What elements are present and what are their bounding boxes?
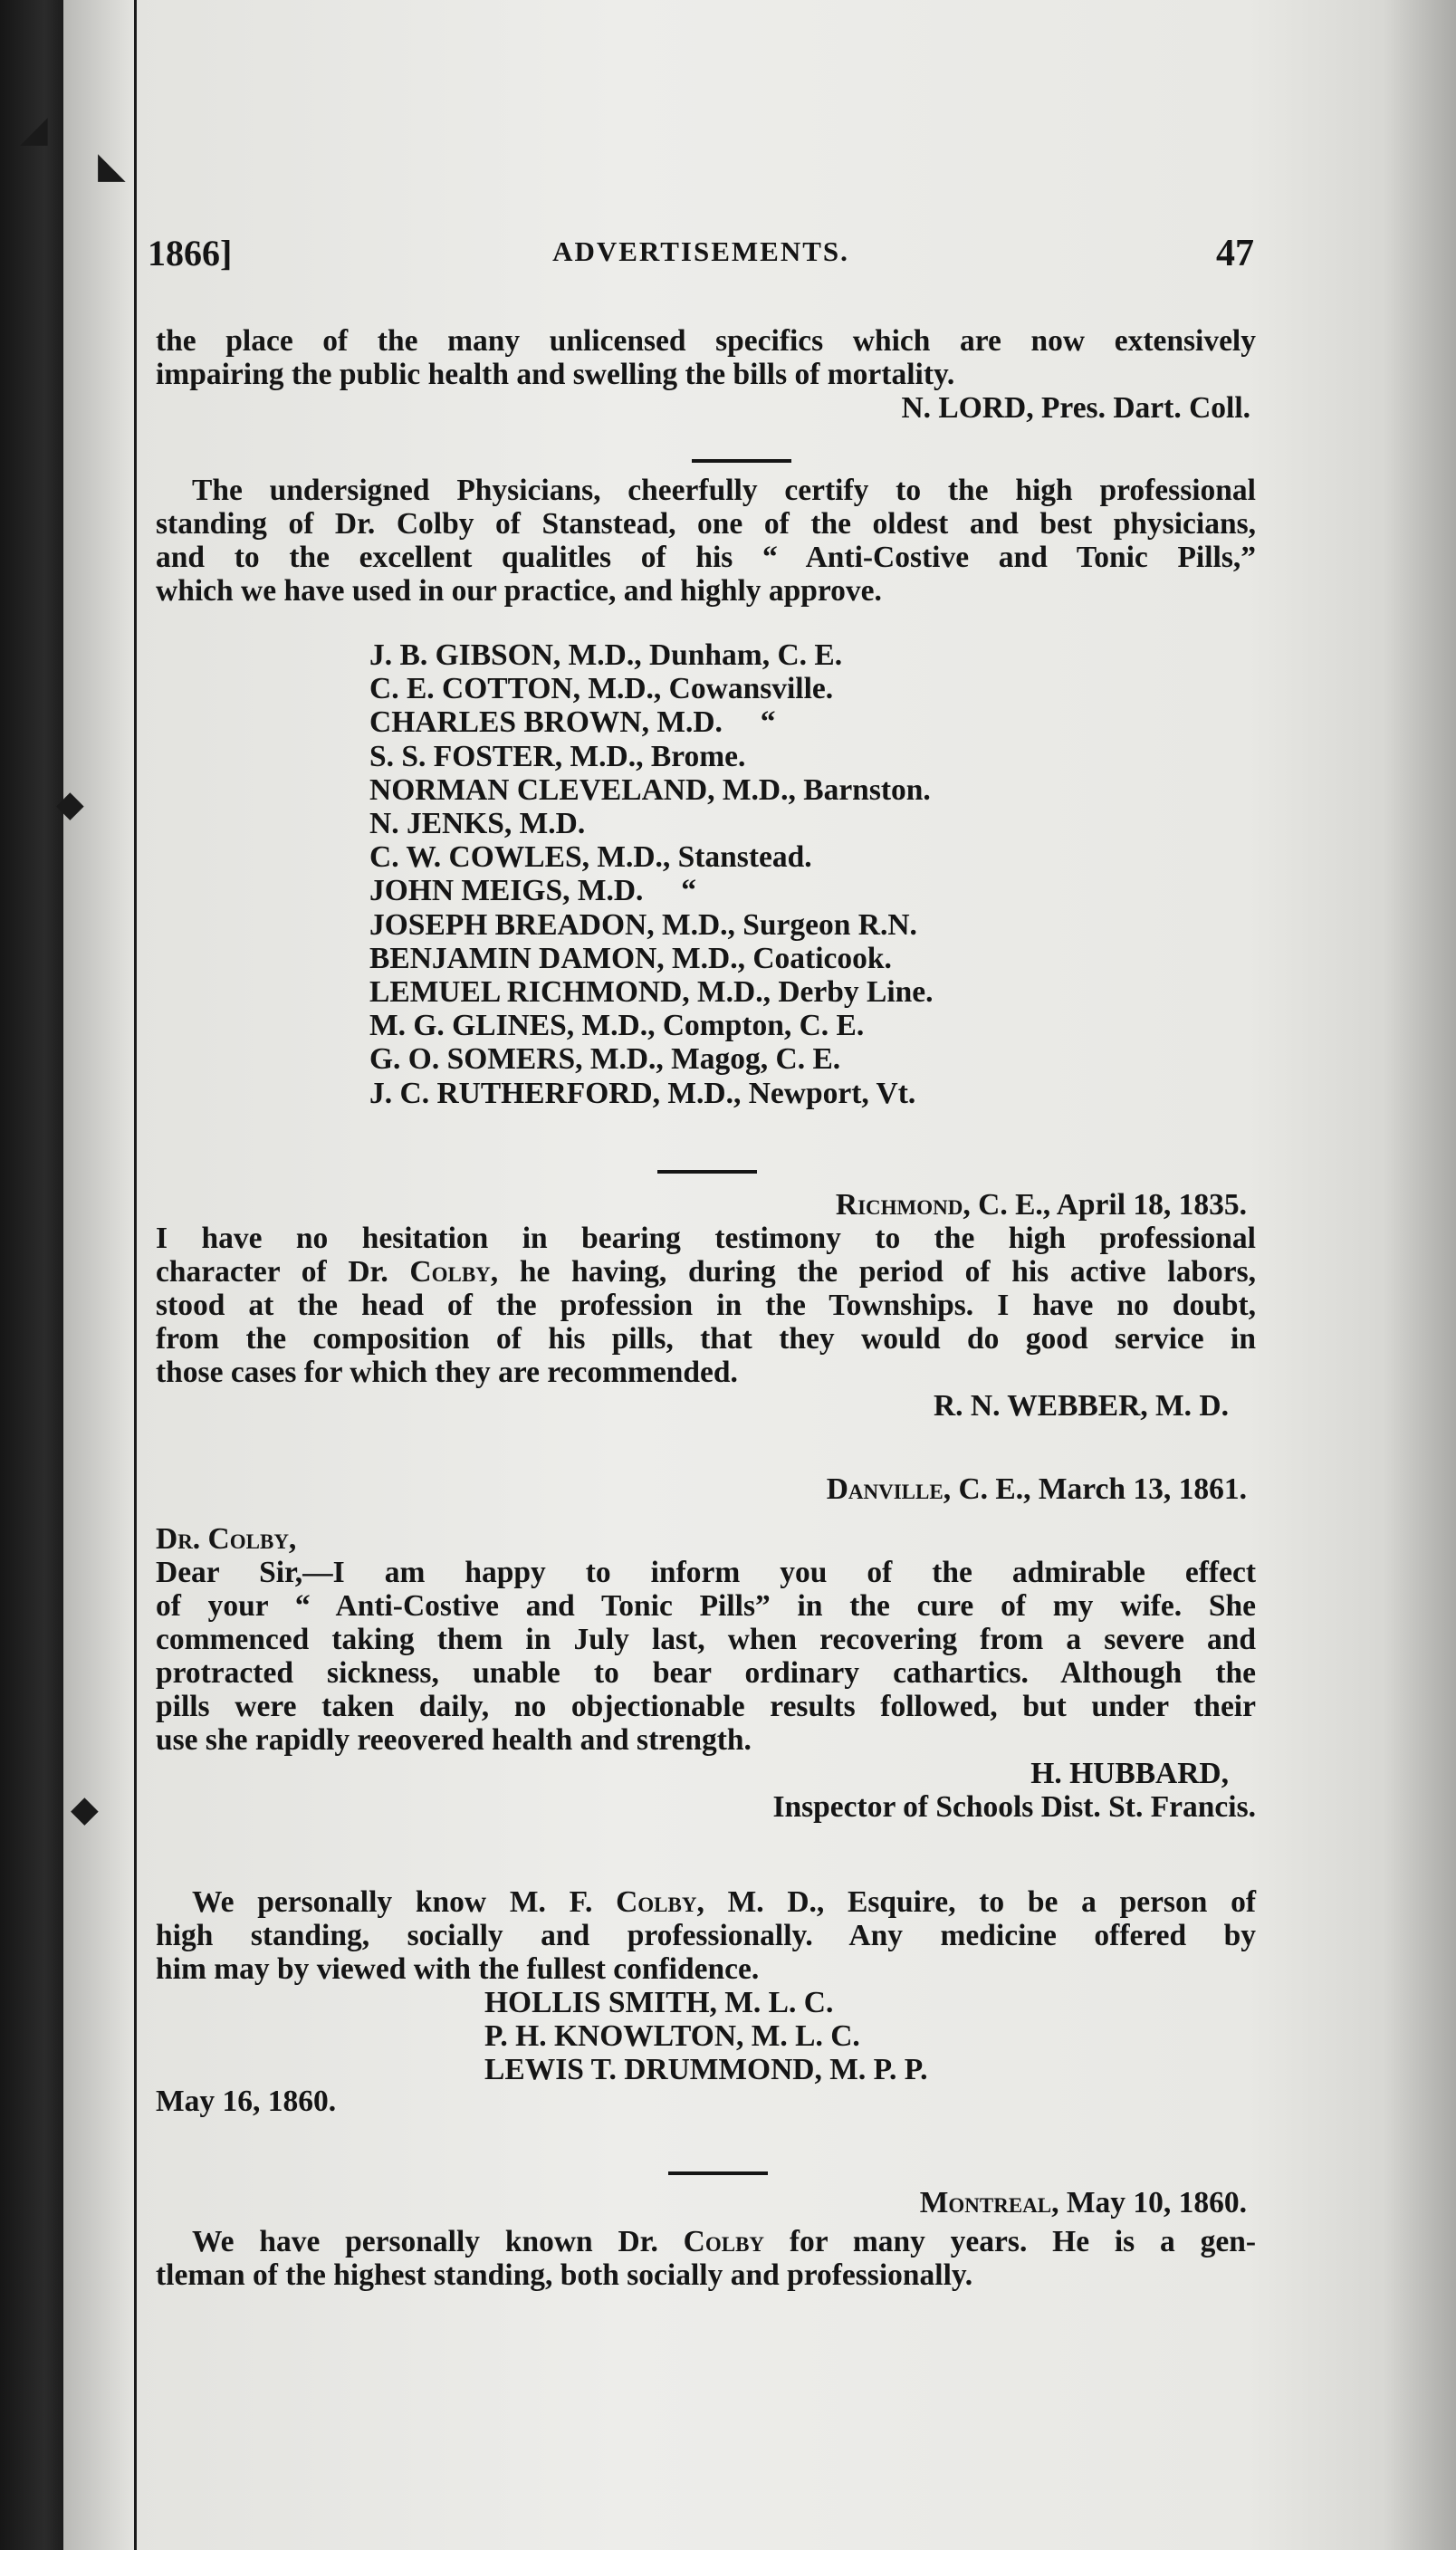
hubbard-line-1: Dear Sir,—I am happy to inform you of the admirable effect bbox=[156, 1556, 1256, 1589]
montreal-line-1-start: We have personally known Dr. bbox=[192, 2225, 684, 2258]
list-item: G. O. SOMERS, M.D., Magog, C. E. bbox=[369, 1042, 841, 1077]
binding-mark-bottom: ◆ bbox=[71, 1788, 99, 1830]
list-item: BENJAMIN DAMON, M.D., Coaticook. bbox=[369, 941, 892, 975]
intro-line-1: the place of the many unlicensed specifics which are now extensively bbox=[156, 324, 1256, 358]
list-item: JOSEPH BREADON, M.D., Surgeon R.N. bbox=[369, 907, 917, 942]
webber-line-5: those cases for which they are recommended. bbox=[156, 1356, 738, 1389]
list-item: C. W. COWLES, M.D., Stanstead. bbox=[369, 840, 812, 875]
certificate-line-4: which we have used in our practice, and highly approve. bbox=[156, 574, 882, 608]
certificate-line-3: and to the excellent qualitles of his “ Anti-Costive and Tonic Pills,” bbox=[156, 541, 1256, 574]
endorsement-line-2: high standing, socially and professionally. Any medicine offered by bbox=[156, 1919, 1256, 1952]
montreal-line-1 bbox=[156, 2225, 1256, 2258]
endorsement-line-1-end: , M. D., Esquire, to be a person of bbox=[696, 1885, 1257, 1919]
hubbard-line-3: commenced taking them in July last, when recovering from a severe and bbox=[156, 1623, 1256, 1656]
hubbard-dateline bbox=[156, 1472, 1256, 1506]
hubbard-testimonial bbox=[156, 1472, 1256, 1824]
hubbard-date: , C. E., March 13, 1861. bbox=[943, 1472, 1247, 1506]
endorsement-line-3: him may by viewed with the fullest confidence. bbox=[156, 1952, 760, 1986]
montreal-place: Montreal bbox=[919, 2186, 1052, 2219]
montreal-line-2: tleman of the highest standing, both socially and professionally. bbox=[156, 2258, 973, 2292]
hubbard-salutation: Dr. Colby, bbox=[156, 1522, 297, 1556]
endorsement-line-1 bbox=[156, 1885, 1256, 1919]
hubbard-line-5: pills were taken daily, no objectionable results followed, but under their bbox=[156, 1690, 1256, 1723]
list-item: CHARLES BROWN, M.D. “ bbox=[369, 705, 776, 740]
binding-mark-middle: ◆ bbox=[56, 783, 84, 825]
running-head-title: ADVERTISEMENTS. bbox=[552, 235, 849, 267]
hubbard-line-6: use she rapidly reeovered health and strength. bbox=[156, 1723, 752, 1757]
intro-paragraph bbox=[156, 324, 1256, 425]
hubbard-line-4: protracted sickness, unable to bear ordinary cathartics. Although the bbox=[156, 1656, 1256, 1690]
list-item: S. S. FOSTER, M.D., Brome. bbox=[369, 739, 746, 773]
physicians-list bbox=[369, 638, 934, 1110]
montreal-date: , May 10, 1860. bbox=[1051, 2186, 1247, 2219]
webber-signature: R. N. WEBBER, M. D. bbox=[933, 1389, 1229, 1423]
montreal-line-1-name: Colby bbox=[683, 2225, 765, 2258]
list-item: LEMUEL RICHMOND, M.D., Derby Line. bbox=[369, 975, 934, 1010]
list-item: HOLLIS SMITH, M. L. C. bbox=[484, 1986, 834, 2019]
page-edge-shadow bbox=[1384, 0, 1456, 2550]
montreal-line-1-end: for many years. He is a gen- bbox=[764, 2225, 1256, 2258]
webber-line-2-start: character of Dr. bbox=[156, 1255, 410, 1289]
webber-line-4: from the composition of his pills, that they would do good service in bbox=[156, 1322, 1256, 1356]
list-item: LEWIS T. DRUMMOND, M. P. P. bbox=[484, 2053, 928, 2087]
endorsement-signatories bbox=[484, 1986, 928, 2087]
colby-endorsement bbox=[156, 1885, 1256, 1986]
hubbard-signature: H. HUBBARD, bbox=[1030, 1757, 1229, 1790]
certificate-line-2: standing of Dr. Colby of Stanstead, one of the oldest and best physicians, bbox=[156, 507, 1256, 541]
webber-line-2-end: , he having, during the period of his active labors, bbox=[490, 1255, 1257, 1289]
binding-mark-top-right: ◣ bbox=[98, 145, 126, 187]
endorsement-date: May 16, 1860. bbox=[156, 2085, 337, 2118]
page-gutter-line bbox=[134, 0, 137, 2550]
hubbard-line-2: of your “ Anti-Costive and Tonic Pills” in the cure of my wife. She bbox=[156, 1589, 1256, 1623]
certificate-line-1: The undersigned Physicians, cheerfully certify to the high professional bbox=[192, 474, 1256, 507]
physicians-certificate bbox=[156, 474, 1256, 608]
list-item: J. C. RUTHERFORD, M.D., Newport, Vt. bbox=[369, 1076, 916, 1110]
running-head-year: 1866] bbox=[148, 233, 233, 273]
list-item: N. JENKS, M.D. bbox=[369, 807, 586, 841]
list-item: C. E. COTTON, M.D., Cowansville. bbox=[369, 672, 834, 706]
endorsement-line-1-start: We personally know M. F. bbox=[192, 1885, 617, 1919]
intro-signature: N. LORD, Pres. Dart. Coll. bbox=[901, 391, 1250, 425]
list-item: M. G. GLINES, M.D., Compton, C. E. bbox=[369, 1009, 865, 1043]
running-head bbox=[148, 232, 1254, 277]
webber-date: , C. E., April 18, 1835. bbox=[963, 1188, 1247, 1222]
webber-place: Richmond bbox=[835, 1188, 963, 1222]
page-number: 47 bbox=[1216, 233, 1254, 274]
montreal-dateline bbox=[156, 2186, 1256, 2219]
intro-line-2: impairing the public health and swelling the bills of mortality. bbox=[156, 358, 955, 391]
webber-dateline bbox=[156, 1188, 1256, 1222]
section-separator-3 bbox=[668, 2171, 768, 2175]
hubbard-title: Inspector of Schools Dist. St. Francis. bbox=[772, 1790, 1256, 1824]
list-item: P. H. KNOWLTON, M. L. C. bbox=[484, 2019, 860, 2054]
section-separator-2 bbox=[657, 1170, 757, 1174]
webber-line-2-name: Colby bbox=[409, 1255, 491, 1289]
webber-line-2 bbox=[156, 1255, 1256, 1289]
endorsement-date-block bbox=[156, 2085, 1256, 2118]
binding-mark-top: ◢ bbox=[20, 109, 48, 150]
webber-line-1: I have no hesitation in bearing testimony to the high professional bbox=[156, 1222, 1256, 1255]
webber-line-3: stood at the head of the profession in the Townships. I have no doubt, bbox=[156, 1289, 1256, 1322]
list-item: J. B. GIBSON, M.D., Dunham, C. E. bbox=[369, 638, 843, 672]
list-item: JOHN MEIGS, M.D. “ bbox=[369, 874, 697, 908]
montreal-testimonial bbox=[156, 2186, 1256, 2292]
list-item: NORMAN CLEVELAND, M.D., Barnston. bbox=[369, 772, 931, 807]
webber-testimonial bbox=[156, 1188, 1256, 1423]
endorsement-line-1-name: Colby bbox=[616, 1885, 697, 1919]
section-separator-1 bbox=[692, 459, 791, 463]
hubbard-place: Danville bbox=[826, 1472, 944, 1506]
